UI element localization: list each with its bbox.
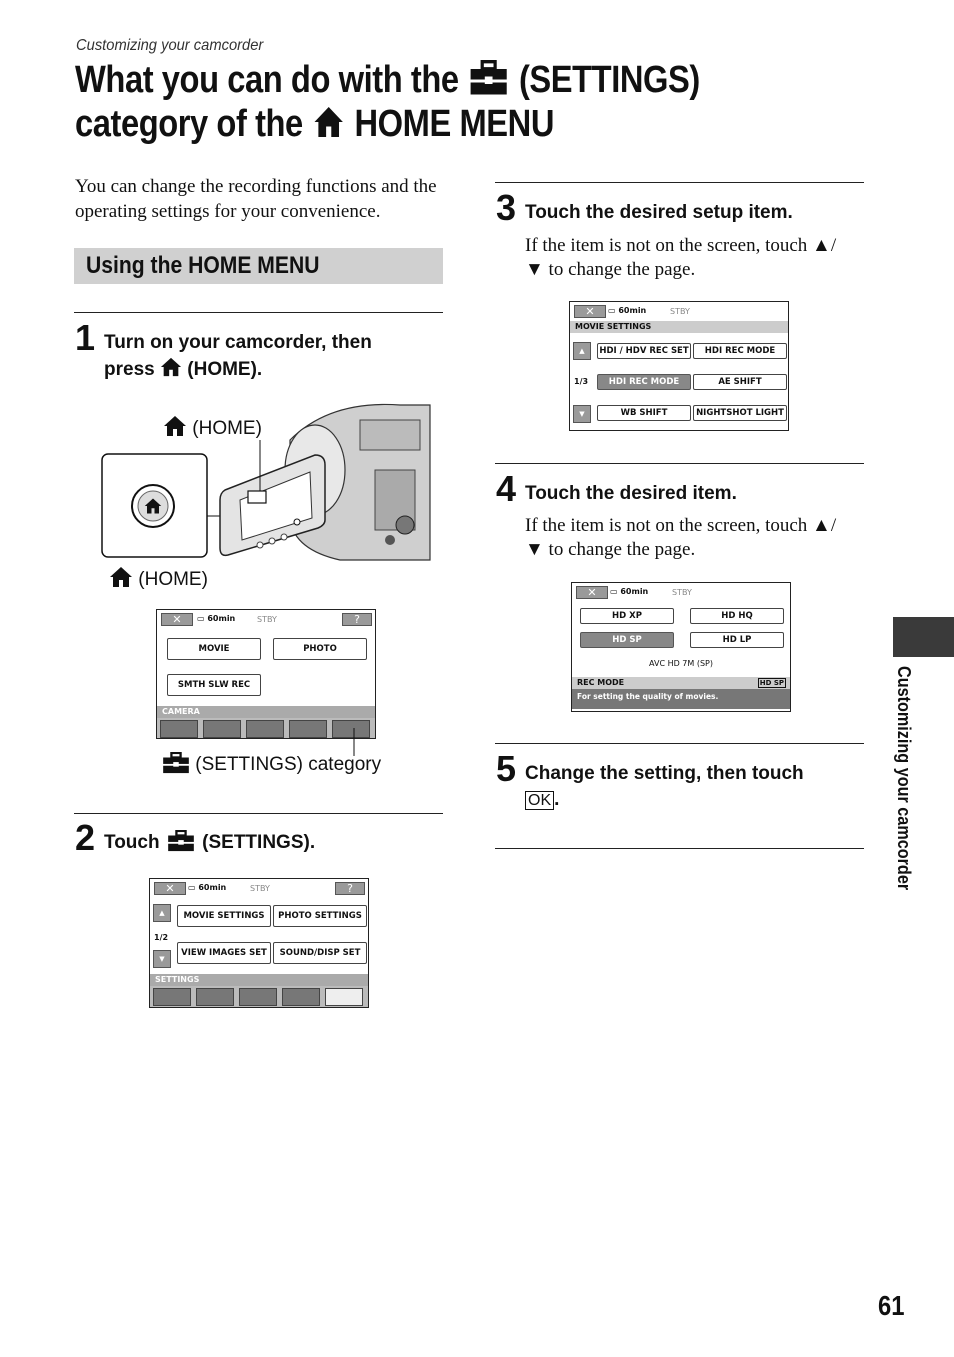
hd-hq-button[interactable]: HD HQ [690, 608, 784, 624]
home-callout-text: (HOME) [138, 569, 208, 590]
step-4-body-b: ▼ to change the page. [525, 539, 696, 560]
step-3-title: Touch the desired setup item. [525, 202, 793, 223]
status-text: STBY [250, 884, 270, 893]
close-button[interactable]: ✕ [574, 305, 606, 318]
page-title [75, 58, 700, 146]
close-button[interactable]: ✕ [154, 882, 186, 895]
step-4-body [525, 514, 865, 562]
toolbox-icon [165, 830, 197, 852]
title-line2-home: HOME MENU [354, 103, 554, 145]
step-1-title-a: Turn on your camcorder, then [104, 332, 372, 353]
status-text: STBY [672, 588, 692, 597]
step-5-number: 5 [496, 748, 517, 789]
page-up-button[interactable]: ▲ [153, 904, 171, 922]
nightshot-light-button[interactable]: NIGHTSHOT LIGHT [693, 405, 787, 421]
hd-lp-button[interactable]: HD LP [690, 632, 784, 648]
toolbox-icon [162, 752, 190, 774]
step-1-title [104, 330, 434, 383]
tab-other[interactable] [246, 720, 284, 738]
subhead-box [74, 248, 443, 284]
step-2-title-a: Touch [104, 832, 160, 853]
tab-other[interactable] [239, 988, 277, 1006]
sound-disp-set-button[interactable]: SOUND/DISP SET [273, 942, 367, 964]
step-4-body-a: If the item is not on the screen, touch ▲/ [525, 515, 837, 536]
home-callout-bottom [109, 565, 208, 591]
battery-indicator: ▭ 60min [188, 883, 227, 892]
smth-slw-rec-button[interactable]: SMTH SLW REC [167, 674, 261, 696]
battery-indicator: ▭ 60min [197, 614, 236, 623]
page-down-button[interactable]: ▼ [153, 950, 171, 968]
battery-text: 60min [620, 587, 649, 596]
step-2-number: 2 [75, 817, 96, 858]
step-3-body-b: ▼ to change the page. [525, 259, 696, 280]
divider [495, 463, 864, 464]
photo-button[interactable]: PHOTO [273, 638, 367, 660]
tab-view[interactable] [203, 720, 241, 738]
settings-menu-screen [149, 878, 369, 1008]
help-button[interactable]: ? [342, 613, 372, 626]
step-4-title: Touch the desired item. [525, 483, 737, 504]
home-menu-screen [156, 609, 376, 739]
divider [495, 182, 864, 183]
wb-shift-button[interactable]: WB SHIFT [597, 405, 691, 421]
step-3-number: 3 [496, 187, 517, 228]
chapter-side-text: Customizing your camcorder [894, 666, 914, 891]
category-tabs [157, 718, 375, 738]
step-5-title-b: . [554, 789, 560, 810]
step-2-title-b: (SETTINGS). [202, 832, 316, 853]
chapter-side-label [893, 666, 921, 912]
camcorder-illustration [100, 400, 435, 565]
screen-header: MOVIE SETTINGS [570, 321, 788, 333]
tab-manage[interactable] [282, 988, 320, 1006]
category-bar: CAMERA [157, 706, 375, 718]
close-button[interactable]: ✕ [576, 586, 608, 599]
ae-shift-button[interactable]: AE SHIFT [693, 374, 787, 390]
step-4-number: 4 [496, 468, 517, 509]
help-text-bar: For setting the quality of movies. [572, 689, 790, 709]
movie-settings-screen [569, 301, 789, 431]
divider [495, 848, 864, 849]
tab-view[interactable] [196, 988, 234, 1006]
step-2-title [104, 830, 434, 856]
home-icon [160, 356, 182, 378]
footer-badge: HD SP [759, 679, 784, 687]
subhead-text: Using the HOME MENU [86, 252, 320, 279]
hd-xp-button[interactable]: HD XP [580, 608, 674, 624]
tab-camera[interactable] [160, 720, 198, 738]
settings-category-text: (SETTINGS) category [195, 754, 382, 775]
hd-sp-button[interactable]: HD SP [580, 632, 674, 648]
page-indicator: 1/3 [574, 377, 589, 386]
page-down-button[interactable]: ▼ [573, 405, 591, 423]
home-house-icon [311, 104, 345, 140]
movie-button[interactable]: MOVIE [167, 638, 261, 660]
step-5-title-a: Change the setting, then touch [525, 763, 804, 784]
step-3-body [525, 234, 865, 282]
intro-text: You can change the recording functions and the operating settings for your convenience. [75, 176, 437, 222]
page-up-button[interactable]: ▲ [573, 342, 591, 360]
page-indicator: 1/2 [154, 933, 169, 942]
battery-indicator: ▭ 60min [610, 587, 649, 596]
battery-text: 60min [198, 883, 227, 892]
rec-mode-screen [571, 582, 791, 712]
rec-set-button[interactable]: HDI / HDV REC SET [597, 343, 691, 359]
home-icon [109, 565, 133, 589]
home-callout-text: (HOME) [192, 418, 262, 439]
section-label: Customizing your camcorder [76, 37, 264, 54]
settings-category-label [162, 752, 381, 776]
status-text: STBY [670, 307, 690, 316]
footer-label: REC MODE [577, 678, 625, 687]
category-tabs [150, 986, 368, 1007]
close-button[interactable]: ✕ [161, 613, 193, 626]
hd-rec-mode-button[interactable]: HDI REC MODE [693, 343, 787, 359]
view-images-set-button[interactable]: VIEW IMAGES SET [177, 942, 271, 964]
title-line1-text: What you can do with the [75, 59, 459, 101]
divider [74, 813, 443, 814]
tab-settings[interactable] [332, 720, 370, 738]
step-1-title-b: press [104, 359, 155, 380]
help-button[interactable]: ? [335, 882, 365, 895]
step-1-number: 1 [75, 317, 96, 358]
step-5-title [525, 761, 860, 814]
battery-text: 60min [207, 614, 236, 623]
tab-camera[interactable] [153, 988, 191, 1006]
divider [74, 312, 443, 313]
page-number: 61 [878, 1290, 905, 1321]
title-line2-text: category of the [75, 103, 303, 145]
photo-settings-button[interactable]: PHOTO SETTINGS [273, 905, 367, 927]
ok-button[interactable]: OK [525, 791, 554, 810]
settings-toolbox-icon [467, 60, 510, 96]
movie-settings-button[interactable]: MOVIE SETTINGS [177, 905, 271, 927]
step-3-body-a: If the item is not on the screen, touch ▲/ [525, 235, 837, 256]
tab-manage[interactable] [289, 720, 327, 738]
battery-text: 60min [618, 306, 647, 315]
category-bar: SETTINGS [150, 974, 368, 986]
tab-settings[interactable] [325, 988, 363, 1006]
rec-mode-info: AVC HD 7M (SP) [649, 659, 713, 668]
title-line1-settings: (SETTINGS) [518, 59, 700, 101]
rec-mode-footer [572, 677, 790, 689]
step-1-title-c: (HOME). [187, 359, 263, 380]
status-text: STBY [257, 615, 277, 624]
divider [495, 743, 864, 744]
chapter-tab [893, 617, 954, 657]
rec-mode-button[interactable]: HDI REC MODE [597, 374, 691, 390]
battery-indicator: ▭ 60min [608, 306, 647, 315]
